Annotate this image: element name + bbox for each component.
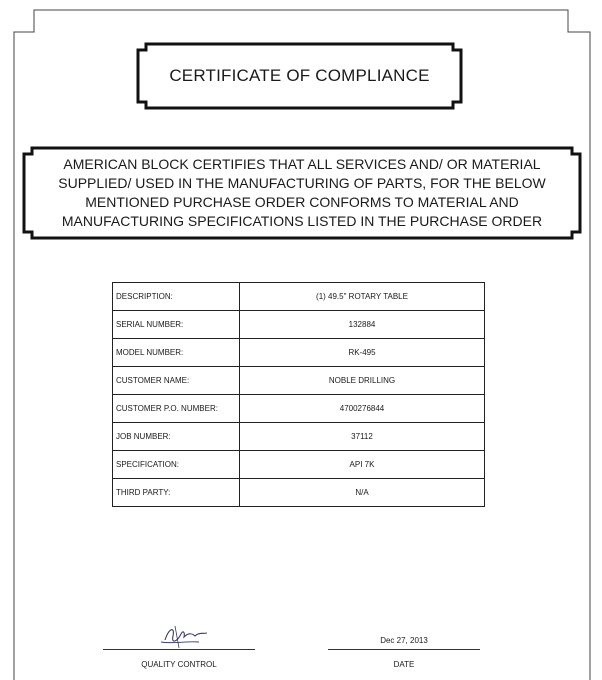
table-row xyxy=(113,283,485,311)
row-label-serial-number: SERIAL NUMBER: xyxy=(113,311,240,339)
row-label-specification: SPECIFICATION: xyxy=(113,451,240,479)
compliance-statement: AMERICAN BLOCK CERTIFIES THAT ALL SERVICES AND/ OR MATERIAL SUPPLIED/ USED IN THE MANUFACTURING OF PARTS, FOR THE BELOW MENTIONED PURCHASE ORDER CONFORMS TO MATERIAL AND MANUFACTURING SPECIFICATIONS LISTED IN THE PURCHASE ORDER xyxy=(58,156,546,229)
table-row xyxy=(113,367,485,395)
row-value-description: (1) 49.5" ROTARY TABLE xyxy=(240,283,485,311)
table-row xyxy=(113,339,485,367)
table-row xyxy=(113,479,485,507)
row-value-job-number: 37112 xyxy=(240,423,485,451)
row-label-description: DESCRIPTION: xyxy=(113,283,240,311)
date-signature-line xyxy=(328,649,480,650)
row-label-customer-po-number: CUSTOMER P.O. NUMBER: xyxy=(113,395,240,423)
row-value-third-party: N/A xyxy=(240,479,485,507)
date-label: DATE xyxy=(393,660,415,669)
row-value-specification: API 7K xyxy=(240,451,485,479)
quality-control-signature-line xyxy=(103,649,255,650)
certificate-title: CERTIFICATE OF COMPLIANCE xyxy=(169,66,430,85)
row-label-third-party: THIRD PARTY: xyxy=(113,479,240,507)
table-row xyxy=(113,311,485,339)
table-row xyxy=(113,395,485,423)
signature-image xyxy=(155,622,215,650)
table-row xyxy=(113,423,485,451)
row-value-model-number: RK-495 xyxy=(240,339,485,367)
row-label-job-number: JOB NUMBER: xyxy=(113,423,240,451)
details-table xyxy=(112,282,485,507)
quality-control-label: QUALITY CONTROL xyxy=(141,660,217,669)
row-value-customer-name: NOBLE DRILLING xyxy=(240,367,485,395)
row-label-model-number: MODEL NUMBER: xyxy=(113,339,240,367)
row-label-customer-name: CUSTOMER NAME: xyxy=(113,367,240,395)
row-value-serial-number: 132884 xyxy=(240,311,485,339)
date-value: Dec 27, 2013 xyxy=(380,636,428,645)
table-row xyxy=(113,451,485,479)
row-value-customer-po-number: 4700276844 xyxy=(240,395,485,423)
